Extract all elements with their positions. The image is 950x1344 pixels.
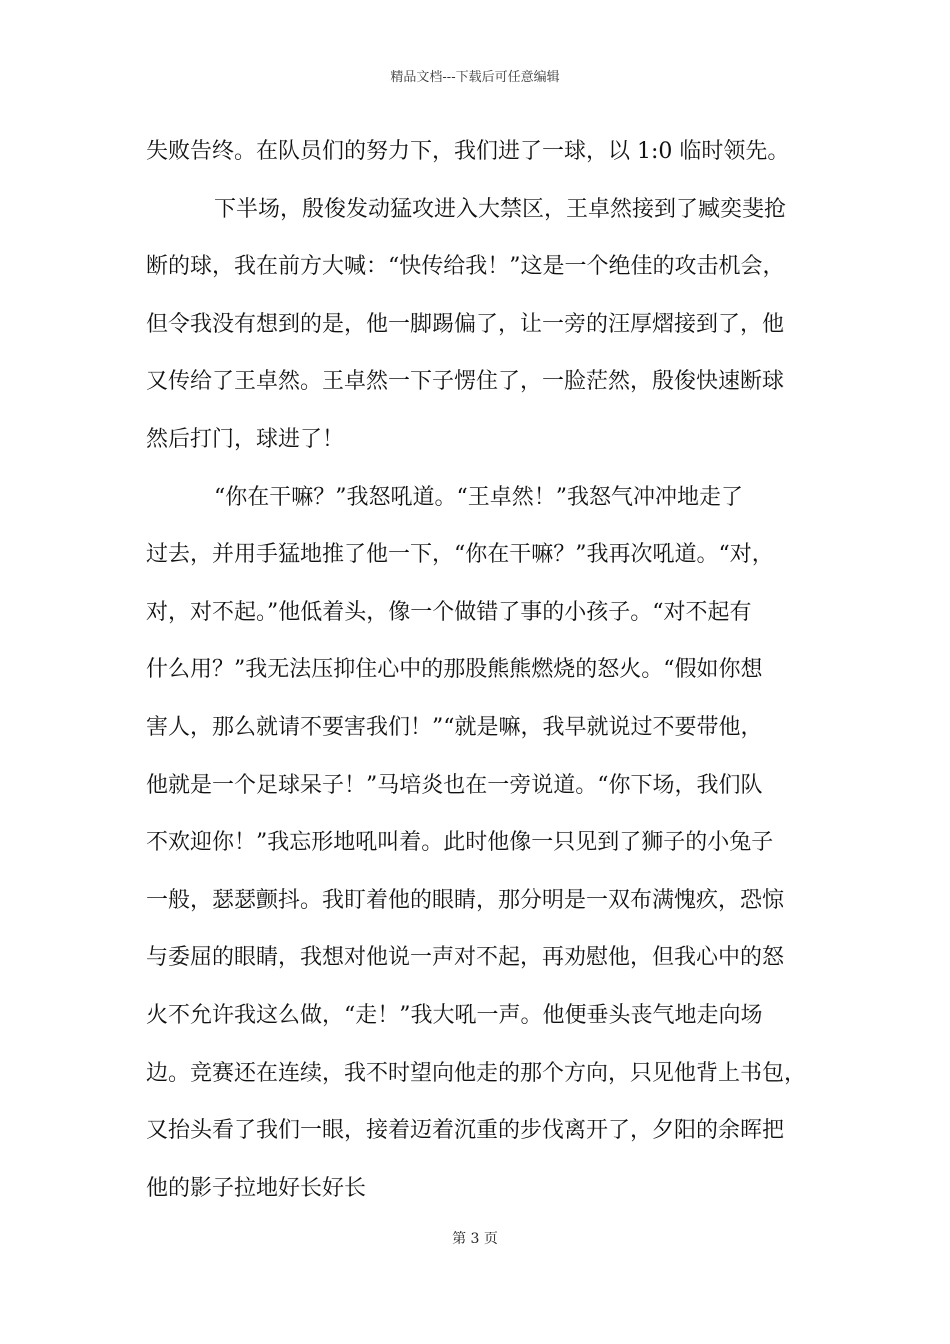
body-line: 过去，并用手猛地推了他一下，“你在干嘛？”我再次吼道。“对， [146, 542, 774, 568]
body-line: 又传给了王卓然。王卓然一下子愣住了，一脸茫然，殷俊快速断球 [146, 369, 785, 395]
body-line: 但令我没有想到的是，他一脚踢偏了，让一旁的汪厚熠接到了，他 [146, 311, 785, 337]
page-number: 第 3 页 [452, 1231, 498, 1247]
body-line: 害人，那么就请不要害我们！”“就是嘛，我早就说过不要带他， [146, 714, 763, 740]
body-line: 断的球，我在前方大喊：“快传给我！”这是一个绝佳的攻击机会， [146, 254, 785, 280]
body-line: 他的影子拉地好长好长 [146, 1175, 367, 1201]
body-line: 火不允许我这么做，“走！”我大吼一声。他便垂头丧气地走向场 [146, 1002, 763, 1028]
body-line: 边。竞赛还在连续，我不时望向他走的那个方向，只见他背上书包， [146, 1060, 807, 1086]
body-line: 失败告终。在队员们的努力下，我们进了一球，以 1:0 临时领先。 [146, 139, 790, 164]
body-line: 然后打门，球进了！ [146, 426, 345, 452]
body-line: 又抬头看了我们一眼，接着迈着沉重的步伐离开了，夕阳的余晖把 [146, 1118, 785, 1144]
body-line: 不欢迎你！”我忘形地吼叫着。此时他像一只见到了狮子的小兔子 [146, 830, 774, 856]
body-line: “你在干嘛？”我怒吼道。“王卓然！”我怒气冲冲地走了 [214, 484, 743, 510]
body-line: 什么用？”我无法压抑住心中的那股熊熊燃烧的怒火。“假如你想 [146, 657, 763, 683]
body-line: 与委屈的眼睛，我想对他说一声对不起，再劝慰他，但我心中的怒 [146, 945, 785, 971]
body-line: 一般，瑟瑟颤抖。我盯着他的眼睛，那分明是一双布满愧疚，恐惊 [146, 887, 785, 913]
document-body [146, 132, 830, 1226]
body-line: 对，对不起。”他低着头，像一个做错了事的小孩子。“对不起有 [146, 599, 752, 625]
body-line: 他就是一个足球呆子！”马培炎也在一旁说道。“你下场，我们队 [146, 772, 763, 798]
page-header: 精品文档---下载后可任意编辑 [390, 70, 560, 85]
body-line: 下半场，殷俊发动猛攻进入大禁区，王卓然接到了臧奕斐抢 [214, 196, 787, 222]
